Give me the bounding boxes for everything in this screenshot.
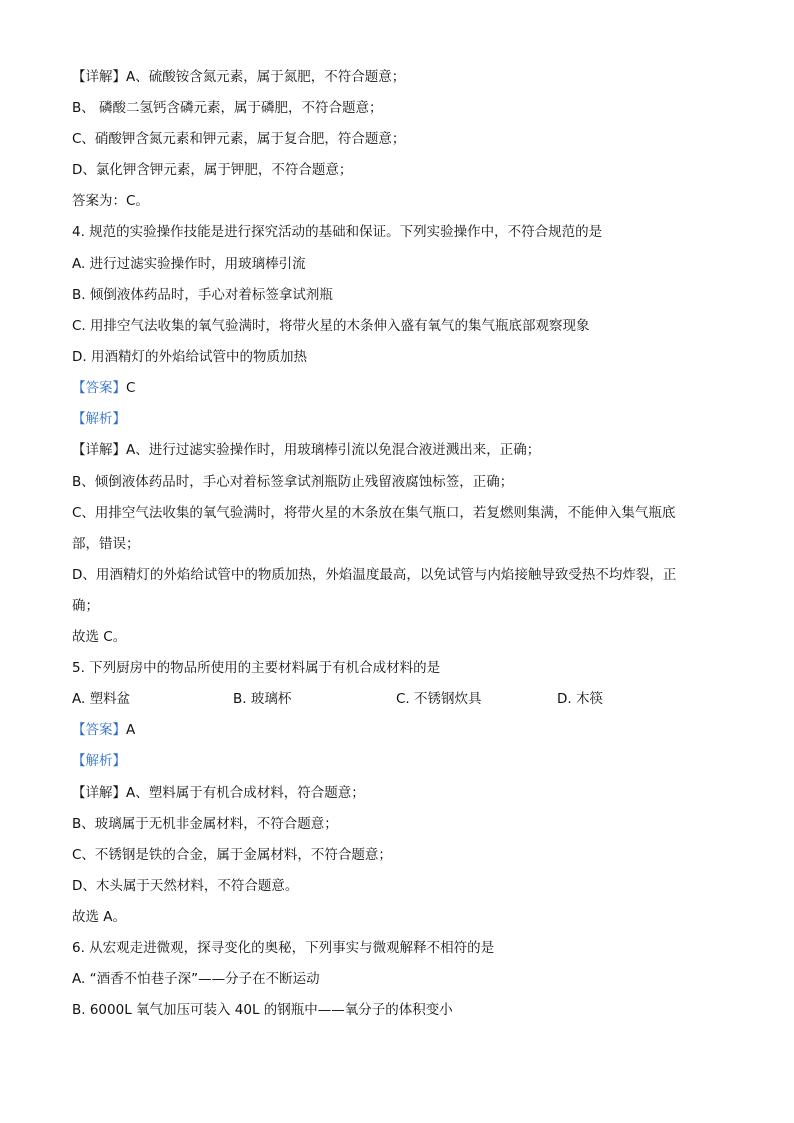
q3-conclusion: 答案为：C。 (72, 193, 149, 209)
q3-detail-d: D、氯化钾含钾元素，属于钾肥，不符合题意； (72, 162, 353, 178)
q6-option-a: A. “酒香不怕巷子深”——分子在不断运动 (72, 971, 320, 987)
q5-answer (72, 721, 135, 739)
q4-detail-c-line2: 部，错误； (72, 536, 140, 552)
q4-option-b: B. 倾倒液体药品时，手心对着标签拿试剂瓶 (72, 287, 333, 303)
q4-detail-c-line1: C、用排空气法收集的氧气验满时，将带火星的木条放在集气瓶口，若复燃则集满，不能伸入集气瓶底 (72, 505, 676, 521)
q4-option-d: D. 用酒精灯的外焰给试管中的物质加热 (72, 349, 307, 365)
q5-conclusion: 故选 A。 (72, 909, 127, 925)
q5-answer-value: A (126, 722, 136, 738)
q4-analysis-label: 【解析】 (72, 411, 126, 427)
q4-detail-a: 【详解】A、进行过滤实验操作时，用玻璃棒引流以免混合液迸溅出来，正确； (72, 442, 541, 458)
q4-option-a: A. 进行过滤实验操作时，用玻璃棒引流 (72, 256, 306, 272)
q3-detail-a: 【详解】A、硫酸铵含氮元素，属于氮肥，不符合题意； (72, 69, 406, 85)
q5-option-b: B. 玻璃杯 (233, 691, 292, 707)
q5-option-a: A. 塑料盆 (72, 691, 131, 707)
q4-answer-label: 【答案】 (72, 380, 126, 396)
q5-analysis-label: 【解析】 (72, 753, 126, 769)
q5-option-d: D. 木筷 (557, 691, 603, 707)
q5-option-c: C. 不锈钢炊具 (396, 691, 482, 707)
q4-detail-d-line2: 确； (72, 598, 99, 614)
q4-answer (72, 379, 135, 397)
q5-detail-a: 【详解】A、塑料属于有机合成材料，符合题意； (72, 785, 365, 801)
q4-option-c: C. 用排空气法收集的氧气验满时，将带火星的木条伸入盛有氧气的集气瓶底部观察现象 (72, 318, 590, 334)
q4-stem: 4. 规范的实验操作技能是进行探究活动的基础和保证。下列实验操作中，不符合规范的是 (72, 224, 603, 240)
q4-conclusion: 故选 C。 (72, 629, 127, 645)
q4-answer-value: C (126, 380, 136, 396)
q3-detail-b: B、 磷酸二氢钙含磷元素，属于磷肥，不符合题意； (72, 100, 383, 116)
q5-detail-c: C、不锈钢是铁的合金，属于金属材料，不符合题意； (72, 847, 392, 863)
q6-stem: 6. 从宏观走进微观，探寻变化的奥秘，下列事实与微观解释不相符的是 (72, 940, 495, 956)
q5-detail-d: D、木头属于天然材料，不符合题意。 (72, 878, 299, 894)
q5-stem: 5. 下列厨房中的物品所使用的主要材料属于有机合成材料的是 (72, 660, 441, 676)
q5-detail-b: B、玻璃属于无机非金属材料，不符合题意； (72, 816, 338, 832)
q4-detail-d-line1: D、用酒精灯的外焰给试管中的物质加热，外焰温度最高，以免试管与内焰接触导致受热不均炸裂，正 (72, 567, 677, 583)
q3-detail-c: C、硝酸钾含氮元素和钾元素，属于复合肥，符合题意； (72, 131, 406, 147)
q5-answer-label: 【答案】 (72, 722, 126, 738)
q4-detail-b: B、倾倒液体药品时，手心对着标签拿试剂瓶防止残留液腐蚀标签，正确； (72, 474, 514, 490)
q6-option-b: B. 6000L 氧气加压可装入 40L 的钢瓶中——氧分子的体积变小 (72, 1002, 453, 1018)
